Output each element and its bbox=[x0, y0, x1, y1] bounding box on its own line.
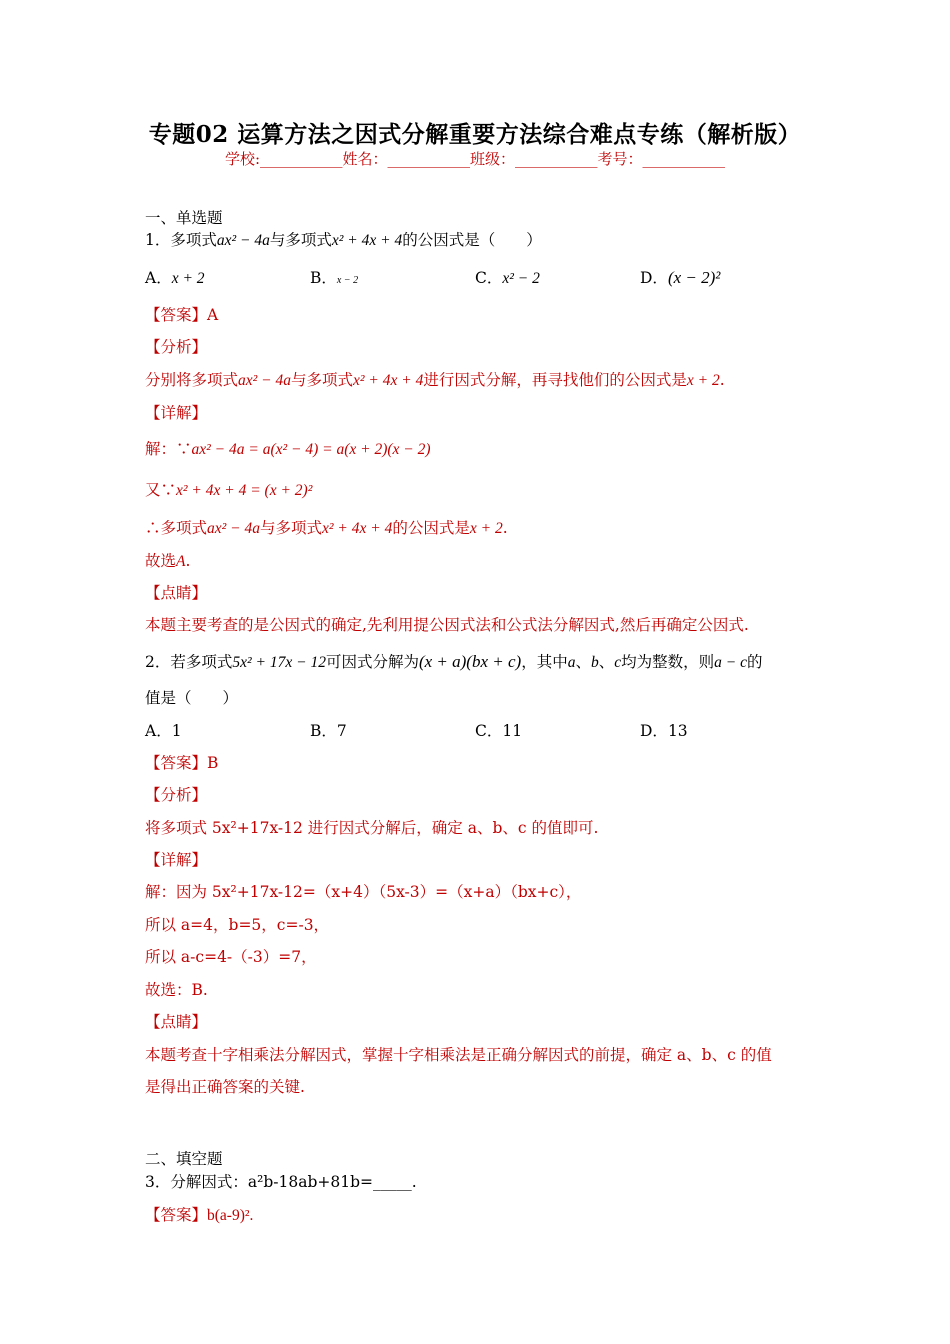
option-label: C． bbox=[475, 722, 503, 740]
q2-detail-line1: 解：因为 5x²+17x-12=（x+4）（5x-3）=（x+a）（bx+c）， bbox=[145, 883, 582, 901]
detail-text: 故选 bbox=[145, 552, 177, 570]
school-label: 学校: bbox=[224, 150, 260, 168]
detail-end: . bbox=[502, 519, 508, 537]
detail-end: . bbox=[185, 552, 191, 570]
q1-stem-math1: ax² − 4a bbox=[216, 232, 270, 249]
detail-math: ax² − 4a = a(x² − 4) = a(x + 2)(x − 2) bbox=[191, 441, 431, 458]
name-blank: ___________ bbox=[387, 150, 471, 168]
option-label: B． bbox=[310, 269, 337, 287]
analysis-text2: 与多项式 bbox=[291, 371, 354, 389]
q2-stem-text3: ，其中 bbox=[521, 653, 568, 671]
q1-detail-line1 bbox=[145, 437, 431, 462]
number-label: 考号： bbox=[597, 150, 643, 168]
detail-math3: x + 2 bbox=[469, 520, 503, 537]
q1-stem-text3: 的公因式是（ ） bbox=[402, 231, 542, 249]
option-text: x + 2 bbox=[171, 270, 205, 287]
option-text: x − 2 bbox=[336, 275, 359, 286]
option-text: 13 bbox=[667, 722, 688, 740]
q1-option-c bbox=[475, 266, 540, 291]
q2-option-b bbox=[310, 719, 347, 743]
q2-answer bbox=[145, 751, 218, 775]
q2-detail-line3: 所以 a-c=4-（-3）=7， bbox=[145, 948, 317, 966]
q2-comment-tag: 【点睛】 bbox=[145, 1013, 208, 1031]
detail-text: ∴多项式 bbox=[145, 519, 208, 537]
q2-stem-sep2: 、 bbox=[598, 653, 615, 671]
q2-option-a bbox=[145, 719, 182, 743]
q2-option-c bbox=[475, 719, 522, 743]
q2-detail-line4: 故选：B. bbox=[145, 981, 208, 999]
q2-stem-math6: a − c bbox=[714, 654, 747, 671]
detail-text: 又∵ bbox=[145, 481, 177, 499]
page-title: 专题02 运算方法之因式分解重要方法综合难点专练（解析版） bbox=[148, 121, 802, 148]
q1-stem-text2: 与多项式 bbox=[269, 231, 332, 249]
analysis-math2: x² + 4x + 4 bbox=[353, 372, 424, 389]
q2-option-d bbox=[640, 719, 688, 743]
option-text: x² − 2 bbox=[502, 270, 540, 287]
detail-math2: x² + 4x + 4 bbox=[322, 520, 393, 537]
option-text: 1 bbox=[171, 722, 182, 740]
q2-stem-math4: b bbox=[590, 654, 599, 671]
answer-tag: 【答案】 bbox=[145, 754, 208, 772]
school-blank: ___________ bbox=[260, 150, 343, 168]
q1-detail-tag: 【详解】 bbox=[145, 404, 208, 422]
detail-math1: ax² − 4a bbox=[207, 520, 261, 537]
answer-value: B bbox=[207, 754, 219, 772]
detail-math: A bbox=[176, 553, 186, 570]
q2-detail-line2: 所以 a=4，b=5，c=-3， bbox=[145, 916, 330, 934]
detail-text2: 与多项式 bbox=[260, 519, 323, 537]
q1-comment: 本题主要考查的是公因式的确定,先利用提公因式法和公式法分解因式,然后再确定公因式. bbox=[145, 616, 749, 634]
section-heading-2: 二、填空题 bbox=[145, 1150, 223, 1168]
option-text: 11 bbox=[502, 722, 523, 740]
option-label: B． bbox=[310, 722, 337, 740]
q1-stem-text: 1．多项式 bbox=[145, 231, 217, 249]
option-label: A． bbox=[145, 722, 172, 740]
option-label: C． bbox=[475, 269, 503, 287]
q2-stem-math5: c bbox=[614, 654, 622, 671]
analysis-text3: 进行因式分解，再寻找他们的公因式是 bbox=[423, 371, 687, 389]
q1-analysis bbox=[145, 368, 725, 393]
detail-math: x² + 4x + 4 = (x + 2)² bbox=[176, 482, 313, 499]
analysis-math1: ax² − 4a bbox=[238, 372, 292, 389]
option-label: D． bbox=[640, 722, 668, 740]
detail-text3: 的公因式是 bbox=[392, 519, 470, 537]
q2-stem-text2: 可因式分解为 bbox=[325, 653, 419, 671]
q1-option-d bbox=[640, 266, 720, 290]
q2-analysis-tag: 【分析】 bbox=[145, 786, 208, 804]
q2-stem-text4: 均为整数，则 bbox=[621, 653, 715, 671]
answer-value: b(a-9)². bbox=[207, 1207, 254, 1224]
class-blank: ___________ bbox=[515, 150, 598, 168]
answer-tag: 【答案】 bbox=[145, 306, 208, 324]
q1-detail-line4 bbox=[145, 549, 190, 574]
q1-comment-tag: 【点睛】 bbox=[145, 584, 208, 602]
q1-detail-line2 bbox=[145, 478, 312, 503]
analysis-math3: x + 2 bbox=[686, 372, 720, 389]
option-text: (x − 2)² bbox=[667, 268, 721, 287]
q2-stem-text5: 的 bbox=[747, 653, 763, 671]
q2-detail-tag: 【详解】 bbox=[145, 851, 208, 869]
q2-comment-line1: 本题考查十字相乘法分解因式，掌握十字相乘法是正确分解因式的前提，确定 a、b、c 的值 bbox=[145, 1046, 772, 1064]
student-info-line bbox=[0, 148, 950, 169]
analysis-text: 分别将多项式 bbox=[145, 371, 239, 389]
q1-option-b bbox=[310, 266, 358, 293]
q2-stem bbox=[145, 650, 763, 675]
answer-tag: 【答案】 bbox=[145, 1206, 208, 1224]
q2-analysis: 将多项式 5x²+17x-12 进行因式分解后，确定 a、b、c 的值即可. bbox=[145, 819, 599, 837]
option-label: A． bbox=[145, 269, 172, 287]
q3-stem: 3．分解因式：a²b-18ab+81b=_____. bbox=[145, 1173, 417, 1191]
q1-analysis-tag: 【分析】 bbox=[145, 338, 208, 356]
q1-answer bbox=[145, 303, 218, 327]
q1-option-a bbox=[145, 266, 205, 291]
q2-stem-text: 2．若多项式 bbox=[145, 653, 233, 671]
q1-stem bbox=[145, 228, 542, 253]
number-blank: ___________ bbox=[642, 150, 726, 168]
detail-text: 解：∵ bbox=[145, 440, 192, 458]
q2-stem-line2: 值是（ ） bbox=[145, 689, 239, 707]
q2-stem-math3: a bbox=[567, 654, 576, 671]
q1-detail-line3 bbox=[145, 516, 508, 541]
section-heading: 一、单选题 bbox=[145, 209, 223, 227]
q2-stem-math2: (x + a)(bx + c) bbox=[418, 652, 522, 671]
option-label: D． bbox=[640, 269, 668, 287]
q2-stem-sep: 、 bbox=[575, 653, 591, 671]
q2-comment-line2: 是得出正确答案的关键. bbox=[145, 1078, 305, 1096]
name-label: 姓名： bbox=[342, 150, 388, 168]
q1-stem-math2: x² + 4x + 4 bbox=[331, 232, 403, 249]
analysis-end: . bbox=[719, 371, 725, 389]
class-label: 班级： bbox=[470, 150, 516, 168]
option-text: 7 bbox=[336, 722, 347, 740]
answer-value: A bbox=[207, 306, 219, 324]
q2-stem-math1: 5x² + 17x − 12 bbox=[232, 654, 326, 671]
q3-answer bbox=[145, 1203, 253, 1228]
